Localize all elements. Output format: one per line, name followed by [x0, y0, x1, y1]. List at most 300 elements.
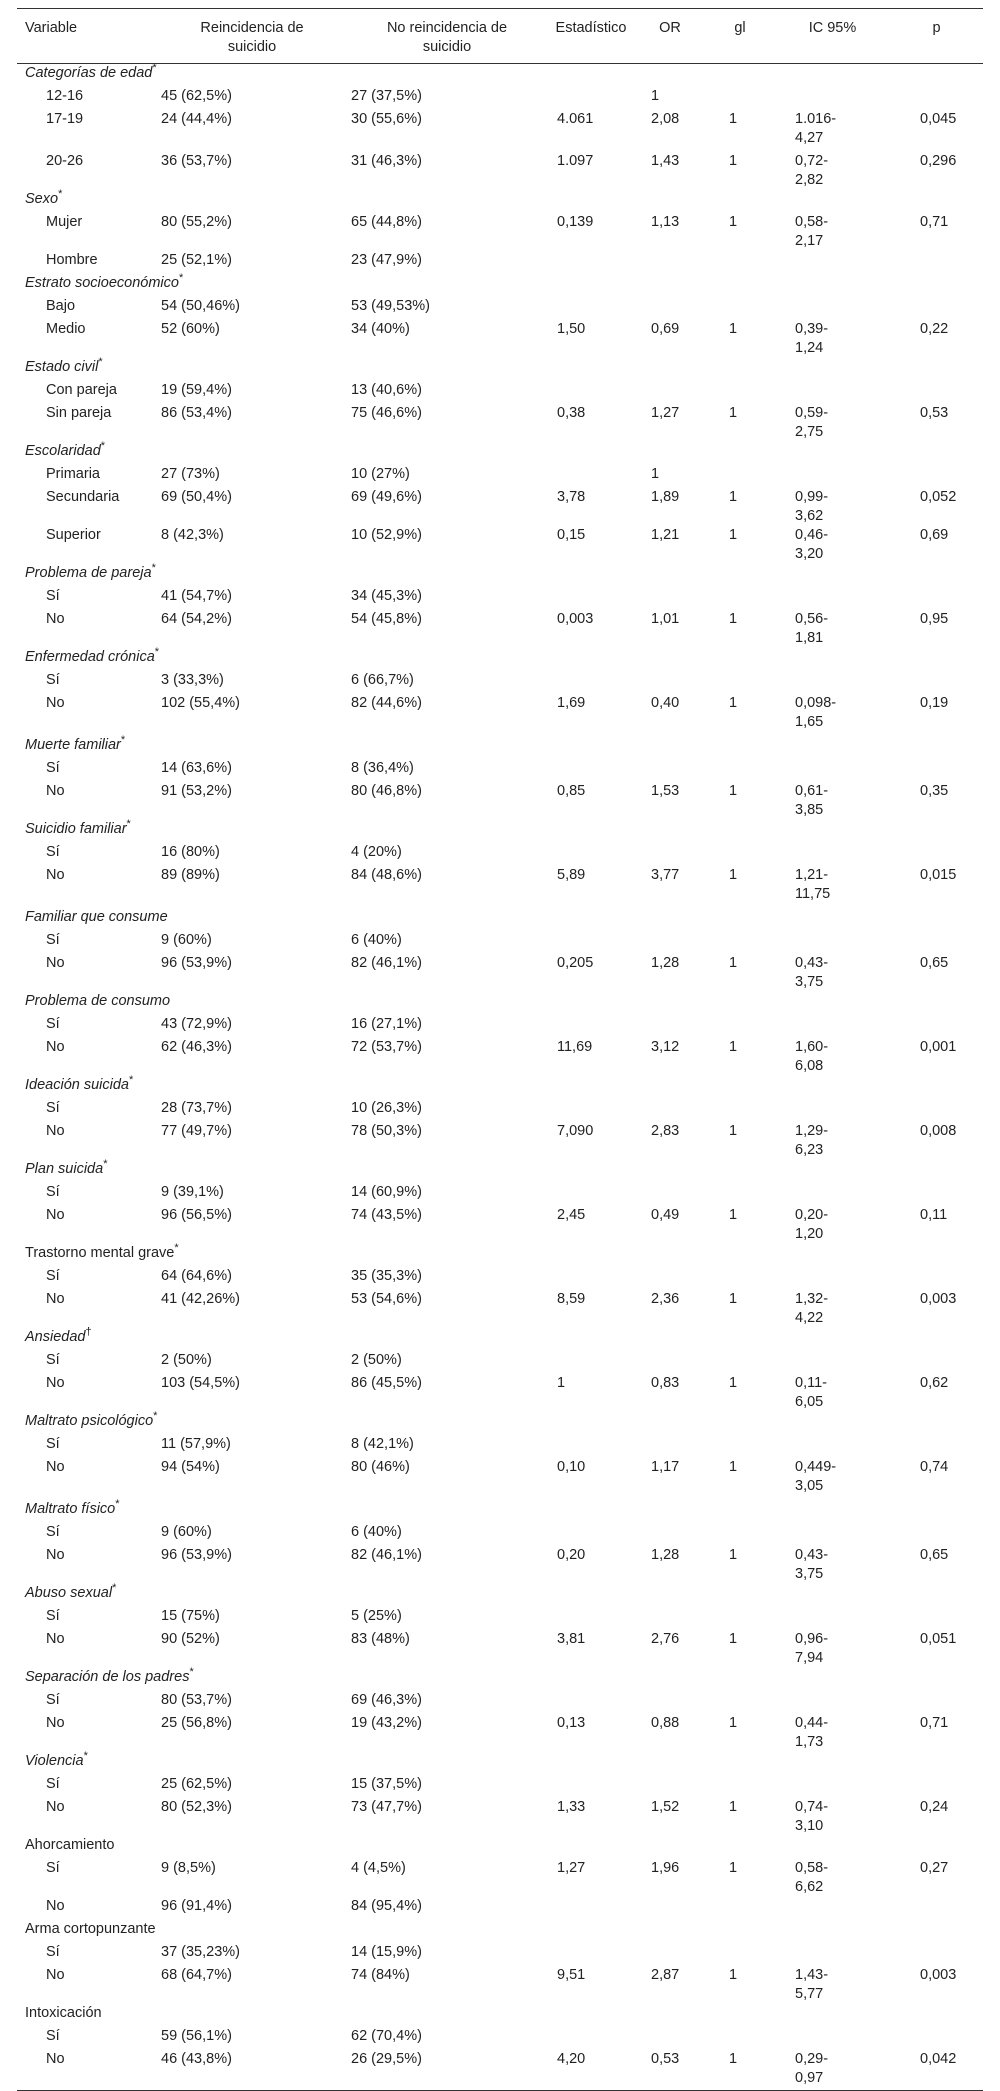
cell-reincidencia: 46 (43,8%) — [161, 2050, 232, 2067]
cell-estadistico — [547, 1897, 635, 1920]
cell-or — [635, 1435, 705, 1458]
cell-no-reincidencia: 30 (55,6%) — [351, 110, 422, 127]
cell-estadistico: 4.061 — [557, 110, 594, 127]
cell-no-reincidencia: 80 (46,8%) — [351, 782, 422, 799]
cell-estadistico — [547, 1435, 635, 1458]
cell-estadistico: 1,50 — [557, 320, 586, 337]
cell-no-reincidencia: 82 (44,6%) — [351, 694, 422, 711]
cell-reincidencia: 15 (75%) — [161, 1607, 220, 1624]
category-label — [17, 733, 983, 759]
cell-no-reincidencia: 72 (53,7%) — [351, 1038, 422, 1055]
cell-or: 1,28 — [651, 1546, 680, 1563]
cell-no-reincidencia: 53 (49,53%) — [351, 297, 430, 314]
table-row — [17, 843, 983, 866]
cell-gl — [705, 1351, 775, 1374]
cell-ic95 — [775, 87, 890, 110]
category-text: Plan suicida — [25, 1160, 104, 1177]
cell-or: 0,53 — [651, 2050, 680, 2067]
footnote-mark: * — [152, 62, 157, 75]
category-text: Categorías de edad — [25, 65, 153, 81]
category-row — [17, 190, 983, 213]
table-body — [17, 64, 983, 2091]
category-text: Abuso sexual — [25, 1584, 113, 1601]
category-label — [17, 1836, 983, 1859]
category-text: Trastorno mental grave — [25, 1244, 175, 1261]
cell-gl — [705, 1435, 775, 1458]
cell-subcategory: No — [46, 1458, 65, 1475]
cell-p: 0,11 — [920, 1206, 948, 1223]
cell-estadistico — [547, 759, 635, 782]
cell-no-reincidencia: 19 (43,2%) — [351, 1714, 422, 1731]
cell-estadistico — [547, 1099, 635, 1122]
cell-subcategory: Primaria — [46, 465, 100, 482]
cell-estadistico: 8,59 — [557, 1290, 586, 1307]
cell-p: 0,53 — [920, 404, 949, 421]
category-row — [17, 1160, 983, 1183]
category-text: Familiar que consume — [25, 908, 168, 925]
footnote-mark: * — [58, 187, 63, 200]
category-text: Arma cortopunzante — [25, 1920, 156, 1937]
category-label — [17, 1665, 983, 1691]
category-row — [17, 1244, 983, 1267]
category-label — [17, 355, 983, 381]
cell-subcategory: No — [46, 610, 65, 627]
category-label — [17, 2004, 983, 2027]
cell-subcategory: Sí — [46, 2027, 60, 2044]
footnote-mark: * — [112, 1581, 117, 1594]
table-row — [17, 2050, 983, 2091]
cell-gl — [705, 297, 775, 320]
cell-reincidencia: 9 (60%) — [161, 931, 212, 948]
cell-estadistico: 4,20 — [557, 2050, 586, 2067]
category-text: Estrato socioeconómico — [25, 274, 179, 291]
cell-gl — [705, 1691, 775, 1714]
cell-p — [890, 1691, 983, 1714]
cell-estadistico: 0,15 — [557, 526, 586, 543]
cell-gl: 1 — [729, 1630, 738, 1647]
table-row — [17, 1206, 983, 1244]
cell-ic95: 1.016-4,27 — [795, 110, 837, 146]
cell-no-reincidencia: 6 (66,7%) — [351, 671, 414, 688]
cell-reincidencia: 86 (53,4%) — [161, 404, 232, 421]
cell-no-reincidencia: 31 (46,3%) — [351, 152, 422, 169]
cell-or: 0,83 — [651, 1374, 680, 1391]
cell-gl: 1 — [729, 1546, 738, 1563]
cell-estadistico: 0,003 — [557, 610, 594, 627]
cell-reincidencia: 103 (54,5%) — [161, 1374, 240, 1391]
cell-or — [635, 1775, 705, 1798]
cell-ic95 — [775, 843, 890, 866]
cell-p — [890, 1943, 983, 1966]
table-row — [17, 1183, 983, 1206]
cell-no-reincidencia: 82 (46,1%) — [351, 954, 422, 971]
cell-subcategory: No — [46, 782, 65, 799]
category-label — [17, 817, 983, 843]
category-row — [17, 736, 983, 759]
cell-subcategory: No — [46, 1038, 65, 1055]
cell-no-reincidencia: 5 (25%) — [351, 1607, 402, 1624]
cell-estadistico — [547, 1351, 635, 1374]
table-row — [17, 587, 983, 610]
cell-gl: 1 — [729, 1966, 738, 1983]
category-text: Intoxicación — [25, 2004, 102, 2021]
cell-reincidencia: 68 (64,7%) — [161, 1966, 232, 1983]
cell-gl — [705, 1183, 775, 1206]
cell-ic95: 0,99-3,62 — [795, 488, 829, 524]
cell-p — [890, 1897, 983, 1920]
cell-reincidencia: 37 (35,23%) — [161, 1943, 240, 1960]
cell-ic95: 0,29-0,97 — [795, 2050, 829, 2086]
cell-or: 2,08 — [651, 110, 680, 127]
cell-no-reincidencia: 23 (47,9%) — [351, 251, 422, 268]
cell-p — [890, 1775, 983, 1798]
cell-subcategory: Sí — [46, 1015, 60, 1032]
category-text: Problema de pareja — [25, 564, 152, 581]
cell-ic95 — [775, 1267, 890, 1290]
cell-or: 1,01 — [651, 610, 680, 627]
cell-reincidencia: 80 (52,3%) — [161, 1798, 232, 1815]
cell-no-reincidencia: 54 (45,8%) — [351, 610, 422, 627]
cell-subcategory: Sí — [46, 1523, 60, 1540]
cell-p — [890, 1099, 983, 1122]
cell-reincidencia: 96 (53,9%) — [161, 1546, 232, 1563]
cell-subcategory: Sí — [46, 1607, 60, 1624]
table-row — [17, 1607, 983, 1630]
cell-or: 1,89 — [651, 488, 680, 505]
cell-estadistico — [547, 1015, 635, 1038]
cell-p: 0,015 — [920, 866, 957, 883]
cell-estadistico — [547, 843, 635, 866]
table-row — [17, 2027, 983, 2050]
category-row — [17, 1836, 983, 1859]
category-text: Escolaridad — [25, 442, 101, 459]
table-row — [17, 1267, 983, 1290]
category-text: Sexo — [25, 190, 59, 207]
cell-or — [635, 931, 705, 954]
table-row — [17, 1099, 983, 1122]
footnote-mark: * — [115, 1497, 120, 1510]
cell-ic95 — [775, 1897, 890, 1920]
category-row — [17, 992, 983, 1015]
cell-p: 0,69 — [920, 526, 949, 543]
cell-ic95 — [775, 1435, 890, 1458]
cell-gl — [705, 1775, 775, 1798]
cell-estadistico — [547, 297, 635, 320]
cell-reincidencia: 3 (33,3%) — [161, 671, 224, 688]
cell-ic95: 0,58-2,17 — [795, 213, 829, 249]
cell-estadistico: 0,10 — [557, 1458, 586, 1475]
header-row — [17, 9, 983, 64]
category-row — [17, 1328, 983, 1351]
cell-gl: 1 — [729, 213, 738, 230]
cell-p: 0,003 — [920, 1290, 957, 1307]
cell-subcategory: No — [46, 866, 65, 883]
category-text: Separación de los padres — [25, 1668, 190, 1685]
cell-reincidencia: 96 (56,5%) — [161, 1206, 232, 1223]
category-text: Enfermedad crónica — [25, 648, 155, 665]
category-row — [17, 1584, 983, 1607]
cell-or: 0,49 — [651, 1206, 680, 1223]
cell-or: 3,12 — [651, 1038, 680, 1055]
table-row — [17, 1122, 983, 1160]
cell-subcategory: Medio — [46, 320, 86, 337]
cell-reincidencia: 80 (53,7%) — [161, 1691, 232, 1708]
cell-or: 1,43 — [651, 152, 680, 169]
cell-subcategory: No — [46, 694, 65, 711]
cell-subcategory: Sí — [46, 1351, 60, 1368]
cell-p: 0,22 — [920, 320, 949, 337]
cell-gl — [705, 1099, 775, 1122]
cell-gl: 1 — [729, 610, 738, 627]
cell-p — [890, 1435, 983, 1458]
cell-estadistico: 0,205 — [557, 954, 594, 971]
cell-reincidencia: 24 (44,4%) — [161, 110, 232, 127]
cell-gl: 1 — [729, 1458, 738, 1475]
cell-ic95 — [775, 671, 890, 694]
cell-ic95 — [775, 251, 890, 274]
cell-p: 0,62 — [920, 1374, 949, 1391]
cell-no-reincidencia: 65 (44,8%) — [351, 213, 422, 230]
table-row — [17, 866, 983, 908]
cell-no-reincidencia: 84 (95,4%) — [351, 1897, 422, 1914]
category-text: Ideación suicida — [25, 1076, 129, 1093]
cell-gl: 1 — [729, 1206, 738, 1223]
table-row — [17, 152, 983, 190]
cell-p — [890, 1607, 983, 1630]
cell-subcategory: No — [46, 1966, 65, 1983]
cell-reincidencia: 41 (54,7%) — [161, 587, 232, 604]
cell-or: 1,27 — [651, 404, 680, 421]
table-row — [17, 87, 983, 110]
cell-no-reincidencia: 26 (29,5%) — [351, 2050, 422, 2067]
header-p: p — [890, 9, 983, 64]
cell-gl — [705, 2027, 775, 2050]
cell-p — [890, 587, 983, 610]
cell-no-reincidencia: 82 (46,1%) — [351, 1546, 422, 1563]
cell-ic95: 0,44-1,73 — [795, 1714, 829, 1750]
cell-p: 0,65 — [920, 1546, 949, 1563]
table-header — [17, 9, 983, 64]
category-text: Violencia — [25, 1752, 84, 1769]
cell-or — [635, 759, 705, 782]
cell-or: 2,76 — [651, 1630, 680, 1647]
cell-p — [890, 465, 983, 488]
cell-estadistico: 0,139 — [557, 213, 594, 230]
cell-estadistico: 0,85 — [557, 782, 586, 799]
table-row — [17, 1966, 983, 2004]
cell-p: 0,296 — [920, 152, 957, 169]
cell-estadistico — [547, 671, 635, 694]
cell-no-reincidencia: 13 (40,6%) — [351, 381, 422, 398]
category-label — [17, 1497, 983, 1523]
cell-gl: 1 — [729, 694, 738, 711]
cell-reincidencia: 8 (42,3%) — [161, 526, 224, 543]
cell-reincidencia: 77 (49,7%) — [161, 1122, 232, 1139]
cell-ic95 — [775, 587, 890, 610]
cell-reincidencia: 96 (91,4%) — [161, 1897, 232, 1914]
cell-no-reincidencia: 73 (47,7%) — [351, 1798, 422, 1815]
cell-subcategory: 17-19 — [46, 110, 84, 127]
cell-no-reincidencia: 10 (26,3%) — [351, 1099, 422, 1116]
cell-or — [635, 1015, 705, 1038]
cell-estadistico: 1,27 — [557, 1859, 586, 1876]
table-row — [17, 1798, 983, 1836]
cell-gl: 1 — [729, 152, 738, 169]
table-row — [17, 931, 983, 954]
cell-or: 0,69 — [651, 320, 680, 337]
table-row — [17, 694, 983, 736]
table-row — [17, 1523, 983, 1546]
cell-or — [635, 251, 705, 274]
cell-reincidencia: 14 (63,6%) — [161, 759, 232, 776]
cell-p — [890, 1267, 983, 1290]
cell-estadistico: 1 — [557, 1374, 566, 1391]
header-gl: gl — [705, 9, 775, 64]
cell-p: 0,045 — [920, 110, 957, 127]
category-label — [17, 561, 983, 587]
table-row — [17, 526, 983, 564]
cell-no-reincidencia: 83 (48%) — [351, 1630, 410, 1647]
cell-reincidencia: 16 (80%) — [161, 843, 220, 860]
cell-p — [890, 1183, 983, 1206]
table-row — [17, 1630, 983, 1668]
cell-ic95: 0,098-1,65 — [795, 694, 837, 730]
cell-estadistico: 1,33 — [557, 1798, 586, 1815]
cell-ic95: 0,74-3,10 — [795, 1798, 829, 1834]
cell-reincidencia: 62 (46,3%) — [161, 1038, 232, 1055]
cell-no-reincidencia: 2 (50%) — [351, 1351, 402, 1368]
cell-reincidencia: 59 (56,1%) — [161, 2027, 232, 2044]
table-row — [17, 320, 983, 358]
footnote-mark: * — [174, 1241, 179, 1254]
footnote-mark: * — [103, 1157, 108, 1170]
footnote-mark: * — [83, 1749, 88, 1762]
cell-subcategory: No — [46, 1546, 65, 1563]
header-ic95: IC 95% — [775, 9, 890, 64]
cell-or — [635, 1897, 705, 1920]
footnote-mark: * — [120, 733, 126, 746]
cell-subcategory: Sí — [46, 931, 60, 948]
category-row — [17, 1920, 983, 1943]
category-text: Muerte familiar — [25, 736, 121, 753]
cell-no-reincidencia: 8 (42,1%) — [351, 1435, 414, 1452]
cell-ic95: 0,56-1,81 — [795, 610, 829, 646]
cell-p: 0,24 — [920, 1798, 949, 1815]
cell-ic95 — [775, 2027, 890, 2050]
table-row — [17, 1943, 983, 1966]
cell-reincidencia: 52 (60%) — [161, 320, 220, 337]
cell-or — [635, 843, 705, 866]
cell-no-reincidencia: 74 (43,5%) — [351, 1206, 422, 1223]
cell-p — [890, 87, 983, 110]
cell-p: 0,19 — [920, 694, 949, 711]
cell-reincidencia: 9 (8,5%) — [161, 1859, 216, 1876]
cell-reincidencia: 11 (57,9%) — [161, 1435, 231, 1452]
category-label — [17, 439, 983, 465]
cell-p — [890, 1523, 983, 1546]
table-row — [17, 954, 983, 992]
cell-ic95: 0,43-3,75 — [795, 1546, 829, 1582]
cell-gl — [705, 251, 775, 274]
cell-gl: 1 — [729, 1714, 738, 1731]
table-row — [17, 1015, 983, 1038]
cell-p: 0,27 — [920, 1859, 949, 1876]
cell-p: 0,65 — [920, 954, 949, 971]
category-label — [17, 1581, 983, 1607]
cell-no-reincidencia: 15 (37,5%) — [351, 1775, 422, 1792]
cell-reincidencia: 90 (52%) — [161, 1630, 220, 1647]
cell-estadistico — [547, 1267, 635, 1290]
category-row — [17, 274, 983, 297]
cell-subcategory: No — [46, 1374, 65, 1391]
cell-no-reincidencia: 74 (84%) — [351, 1966, 410, 1983]
table-row — [17, 1038, 983, 1076]
table-row — [17, 381, 983, 404]
cell-no-reincidencia: 10 (52,9%) — [351, 526, 422, 543]
cell-subcategory: Sí — [46, 1691, 60, 1708]
cell-gl — [705, 587, 775, 610]
cell-ic95 — [775, 931, 890, 954]
cell-or: 2,87 — [651, 1966, 680, 1983]
category-label — [17, 908, 983, 931]
cell-subcategory: Sí — [46, 1859, 60, 1876]
cell-gl — [705, 671, 775, 694]
table-row — [17, 1691, 983, 1714]
results-table-container — [17, 8, 983, 2091]
cell-gl: 1 — [729, 1122, 738, 1139]
cell-subcategory: No — [46, 954, 65, 971]
cell-ic95 — [775, 1099, 890, 1122]
category-text: Problema de consumo — [25, 992, 171, 1009]
category-label — [17, 992, 983, 1015]
cell-reincidencia: 54 (50,46%) — [161, 297, 240, 314]
cell-reincidencia: 96 (53,9%) — [161, 954, 232, 971]
footnote-mark: * — [151, 561, 156, 574]
cell-ic95: 0,20-1,20 — [795, 1206, 829, 1242]
cell-estadistico: 11,69 — [557, 1038, 593, 1055]
cell-estadistico — [547, 465, 635, 488]
cell-or — [635, 1267, 705, 1290]
cell-ic95 — [775, 1183, 890, 1206]
cell-subcategory: Sí — [46, 1183, 60, 1200]
cell-or — [635, 2027, 705, 2050]
cell-reincidencia: 89 (89%) — [161, 866, 220, 883]
cell-ic95 — [775, 1943, 890, 1966]
cell-subcategory: Sí — [46, 671, 60, 688]
cell-estadistico — [547, 1523, 635, 1546]
cell-no-reincidencia: 14 (15,9%) — [351, 1943, 422, 1960]
cell-estadistico: 2,45 — [557, 1206, 586, 1223]
category-label — [17, 64, 983, 87]
cell-p — [890, 297, 983, 320]
cell-no-reincidencia: 4 (20%) — [351, 843, 402, 860]
cell-or — [635, 1351, 705, 1374]
cell-p — [890, 671, 983, 694]
cell-no-reincidencia: 78 (50,3%) — [351, 1122, 422, 1139]
cell-or: 2,83 — [651, 1122, 680, 1139]
cell-ic95: 0,449-3,05 — [795, 1458, 837, 1494]
cell-or: 1,17 — [651, 1458, 680, 1475]
cell-subcategory: Superior — [46, 526, 101, 543]
cell-estadistico: 0,13 — [557, 1714, 586, 1731]
table-row — [17, 1714, 983, 1752]
category-row — [17, 358, 983, 381]
table-row — [17, 488, 983, 526]
cell-subcategory: 20-26 — [46, 152, 84, 169]
header-estadistico: Estadístico — [547, 9, 635, 64]
cell-gl: 1 — [729, 404, 738, 421]
category-label — [17, 1325, 983, 1351]
